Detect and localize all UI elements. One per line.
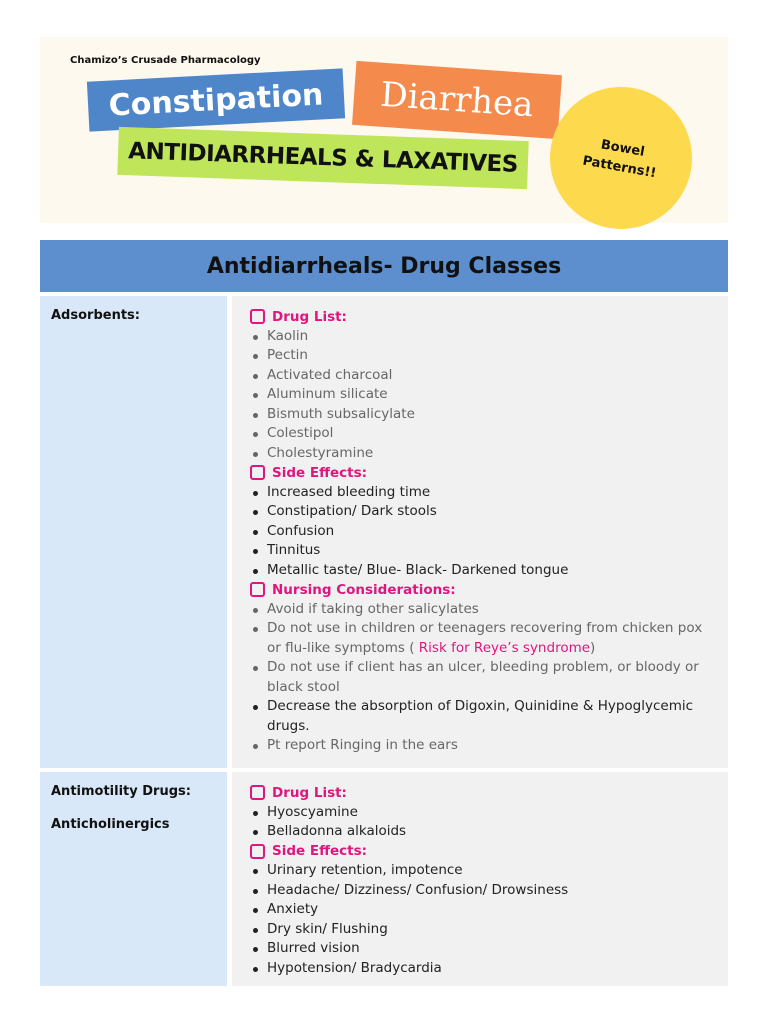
list-item: Pectin [250, 346, 718, 366]
list-item: Bismuth subsalicylate [250, 405, 718, 425]
drug-list-heading: Drug List: [250, 783, 718, 803]
side-effects-heading: Side Effects: [250, 463, 718, 483]
diarrhea-tag: Diarrhea [352, 61, 562, 139]
drug-list [250, 327, 718, 464]
list-item: Activated charcoal [250, 366, 718, 386]
checkbox-icon [250, 785, 265, 800]
nursing-considerations-list [250, 600, 718, 756]
row-label-cell [40, 772, 227, 986]
brand-label: Chamizo’s Crusade Pharmacology [70, 55, 261, 66]
list-item: Constipation/ Dark stools [250, 502, 718, 522]
nursing-considerations-heading: Nursing Considerations: [250, 580, 718, 600]
list-item: Anxiety [250, 900, 718, 920]
list-item: Aluminum silicate [250, 385, 718, 405]
drug-list [250, 803, 718, 842]
list-item: Belladonna alkaloids [250, 822, 718, 842]
list-item: Blurred vision [250, 939, 718, 959]
list-item: Cholestyramine [250, 444, 718, 464]
table-row-adsorbents [40, 296, 728, 768]
checkbox-icon [250, 582, 265, 597]
side-effects-list [250, 861, 718, 978]
list-item: Do not use if client has an ulcer, bleeding problem, or bloody or black stool [250, 658, 718, 697]
drug-list-heading: Drug List: [250, 307, 718, 327]
badge-line-1: Bowel [599, 136, 646, 160]
list-item: Do not use in children or teenagers recovering from chicken pox or flu-like symptoms ( Risk for Reye’s syndrome) [250, 619, 718, 658]
row-label: Antimotility Drugs: [51, 784, 191, 799]
list-item: Metallic taste/ Blue- Black- Darkened tongue [250, 561, 718, 581]
list-item: Avoid if taking other salicylates [250, 600, 718, 620]
checkbox-icon [250, 465, 265, 480]
checkbox-icon [250, 309, 265, 324]
list-item: Urinary retention, impotence [250, 861, 718, 881]
list-item: Tinnitus [250, 541, 718, 561]
list-item: Confusion [250, 522, 718, 542]
list-item: Colestipol [250, 424, 718, 444]
side-effects-list [250, 483, 718, 581]
checkbox-icon [250, 844, 265, 859]
constipation-tag: Constipation [87, 68, 345, 131]
list-item: Dry skin/ Flushing [250, 920, 718, 940]
list-item: Hyoscyamine [250, 803, 718, 823]
antidiarrheals-laxatives-tag: ANTIDIARRHEALS & LAXATIVES [117, 127, 528, 189]
bowel-patterns-badge [539, 76, 704, 241]
row-sublabel: Anticholinergics [51, 817, 170, 832]
list-item: Headache/ Dizziness/ Confusion/ Drowsiness [250, 881, 718, 901]
list-item: Increased bleeding time [250, 483, 718, 503]
title-banner [40, 37, 728, 223]
row-label: Adsorbents: [51, 308, 140, 323]
section-title: Antidiarrheals- Drug Classes [40, 240, 728, 292]
badge-line-2: Patterns!! [581, 153, 658, 182]
side-effects-heading: Side Effects: [250, 842, 718, 862]
reyes-syndrome-note: Risk for Reye’s syndrome [418, 639, 591, 656]
row-content-cell [232, 772, 728, 986]
list-item: Kaolin [250, 327, 718, 347]
table-row-antimotility [40, 772, 728, 986]
list-item: Decrease the absorption of Digoxin, Quinidine & Hypoglycemic drugs. [250, 697, 718, 736]
list-item: Hypotension/ Bradycardia [250, 959, 718, 979]
row-content-cell [232, 296, 728, 768]
list-item: Pt report Ringing in the ears [250, 736, 718, 756]
row-label-cell [40, 296, 227, 768]
